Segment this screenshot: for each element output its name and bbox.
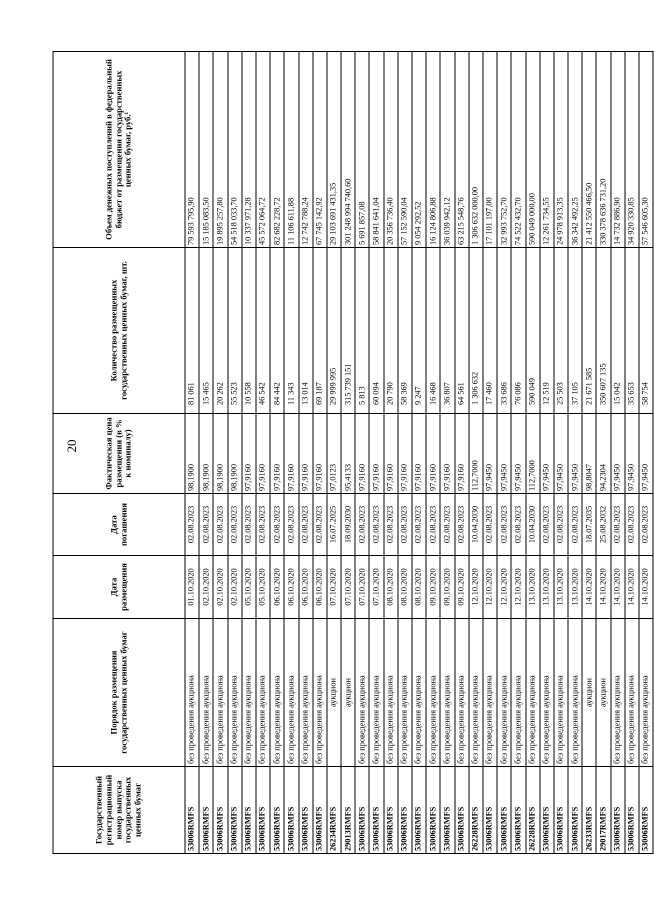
placement-date-cell: 06.10.2020	[270, 555, 284, 618]
placement-date-cell: 05.10.2020	[256, 555, 270, 618]
table-row	[540, 51, 554, 853]
maturity-date-cell: 02.08.2023	[313, 493, 327, 555]
table-row	[256, 51, 270, 853]
price-cell: 97,9160	[284, 413, 298, 493]
revenue-cell: 17 101 197,00	[483, 51, 497, 247]
placement-date-cell: 14.10.2020	[596, 555, 610, 618]
revenue-cell: 12 261 734,55	[540, 51, 554, 247]
price-cell: 98,1900	[185, 413, 199, 493]
placement-method-cell: без проведения аукциона	[469, 618, 483, 766]
placement-method-cell: без проведения аукциона	[639, 618, 653, 766]
quantity-cell: 315 739 151	[341, 247, 355, 413]
placement-method-cell: без проведения аукциона	[398, 618, 412, 766]
reg-number-cell: 53006RMFS	[611, 766, 625, 853]
maturity-date-cell: 02.08.2023	[511, 493, 525, 555]
reg-number-cell: 53006RMFS	[625, 766, 639, 853]
placement-date-cell: 09.10.2020	[455, 555, 469, 618]
price-cell: 97,9160	[256, 413, 270, 493]
revenue-cell: 19 895 257,80	[213, 51, 227, 247]
placement-date-cell: 02.10.2020	[213, 555, 227, 618]
reg-number-cell: 53006RMFS	[369, 766, 383, 853]
placement-date-cell: 08.10.2020	[384, 555, 398, 618]
maturity-date-cell: 02.08.2023	[497, 493, 511, 555]
table-row	[469, 51, 483, 853]
table-row	[369, 51, 383, 853]
price-cell: 97,9160	[398, 413, 412, 493]
table-row	[185, 51, 199, 853]
revenue-cell: 54 518 033,70	[228, 51, 242, 247]
reg-number-cell: 53006RMFS	[483, 766, 497, 853]
header-reg-number: Государственный регистрационный номер выпуска государственных ценных бумаг	[53, 766, 185, 853]
revenue-cell: 57 546 605,30	[639, 51, 653, 247]
revenue-cell: 590 049 000,00	[526, 51, 540, 247]
reg-number-cell: 53006RMFS	[185, 766, 199, 853]
maturity-date-cell: 02.08.2023	[355, 493, 369, 555]
reg-number-cell: 26233RMFS	[582, 766, 596, 853]
price-cell: 98,8047	[582, 413, 596, 493]
price-cell: 97,0123	[327, 413, 341, 493]
revenue-cell: 67 745 142,92	[313, 51, 327, 247]
reg-number-cell: 53006RMFS	[540, 766, 554, 853]
placement-date-cell: 08.10.2020	[398, 555, 412, 618]
reg-number-cell: 53006RMFS	[256, 766, 270, 853]
maturity-date-cell: 02.08.2023	[554, 493, 568, 555]
revenue-cell: 34 920 330,85	[625, 51, 639, 247]
reg-number-cell: 53006RMFS	[270, 766, 284, 853]
table-row	[199, 51, 213, 853]
placement-date-cell: 09.10.2020	[426, 555, 440, 618]
reg-number-cell: 29017RMFS	[596, 766, 610, 853]
maturity-date-cell: 02.08.2023	[412, 493, 426, 555]
placement-date-cell: 12.10.2020	[469, 555, 483, 618]
price-cell: 98,1900	[199, 413, 213, 493]
maturity-date-cell: 18.09.2030	[341, 493, 355, 555]
placement-method-cell: без проведения аукциона	[355, 618, 369, 766]
header-budget-revenue: Объем денежных поступлений в федеральный бюджет от размещения государственных ценных бумаг, руб.¹	[53, 51, 185, 247]
placement-method-cell: без проведения аукциона	[284, 618, 298, 766]
table-row	[412, 51, 426, 853]
revenue-cell: 14 732 886,90	[611, 51, 625, 247]
revenue-cell: 74 522 432,70	[511, 51, 525, 247]
revenue-cell: 15 185 083,50	[199, 51, 213, 247]
quantity-cell: 9 247	[412, 247, 426, 413]
table-header-row	[53, 51, 185, 853]
revenue-cell: 82 682 228,72	[270, 51, 284, 247]
quantity-cell: 16 468	[426, 247, 440, 413]
reg-number-cell: 26228RMFS	[526, 766, 540, 853]
placement-method-cell: без проведения аукциона	[455, 618, 469, 766]
reg-number-cell: 53006RMFS	[213, 766, 227, 853]
securities-placement-table	[53, 51, 654, 854]
placement-date-cell: 07.10.2020	[369, 555, 383, 618]
placement-date-cell: 12.10.2020	[511, 555, 525, 618]
maturity-date-cell: 02.08.2023	[455, 493, 469, 555]
table-row	[327, 51, 341, 853]
revenue-cell: 36 039 942,12	[440, 51, 454, 247]
revenue-cell: 45 572 064,72	[256, 51, 270, 247]
reg-number-cell: 53006RMFS	[355, 766, 369, 853]
reg-number-cell: 53006RMFS	[554, 766, 568, 853]
placement-date-cell: 13.10.2020	[540, 555, 554, 618]
quantity-cell: 10 558	[242, 247, 256, 413]
placement-date-cell: 06.10.2020	[284, 555, 298, 618]
placement-method-cell: без проведения аукциона	[270, 618, 284, 766]
table-row	[596, 51, 610, 853]
placement-method-cell: без проведения аукциона	[497, 618, 511, 766]
placement-date-cell: 01.10.2020	[185, 555, 199, 618]
placement-method-cell: без проведения аукциона	[625, 618, 639, 766]
table-row	[611, 51, 625, 853]
reg-number-cell: 53006RMFS	[511, 766, 525, 853]
placement-method-cell: без проведения аукциона	[440, 618, 454, 766]
placement-date-cell: 13.10.2020	[526, 555, 540, 618]
maturity-date-cell: 18.07.2035	[582, 493, 596, 555]
placement-method-cell: без проведения аукциона	[313, 618, 327, 766]
price-cell: 98,1900	[228, 413, 242, 493]
table-row	[398, 51, 412, 853]
table-row	[582, 51, 596, 853]
revenue-cell: 29 103 691 431,35	[327, 51, 341, 247]
revenue-cell: 32 993 752,70	[497, 51, 511, 247]
placement-date-cell: 12.10.2020	[497, 555, 511, 618]
maturity-date-cell: 02.08.2023	[369, 493, 383, 555]
placement-method-cell: без проведения аукциона	[242, 618, 256, 766]
placement-method-cell: без проведения аукциона	[412, 618, 426, 766]
placement-method-cell: без проведения аукциона	[511, 618, 525, 766]
table-row	[526, 51, 540, 853]
quantity-cell: 84 442	[270, 247, 284, 413]
price-cell: 97,9160	[412, 413, 426, 493]
maturity-date-cell: 10.04.2030	[526, 493, 540, 555]
maturity-date-cell: 02.08.2023	[228, 493, 242, 555]
table-row	[511, 51, 525, 853]
placement-date-cell: 08.10.2020	[412, 555, 426, 618]
table-row	[313, 51, 327, 853]
price-cell: 112,7000	[526, 413, 540, 493]
placement-date-cell: 12.10.2020	[483, 555, 497, 618]
reg-number-cell: 53006RMFS	[199, 766, 213, 853]
table-row	[568, 51, 582, 853]
price-cell: 97,9450	[568, 413, 582, 493]
quantity-cell: 590 049	[526, 247, 540, 413]
price-cell: 97,9160	[355, 413, 369, 493]
table-row	[228, 51, 242, 853]
revenue-cell: 10 337 971,28	[242, 51, 256, 247]
revenue-cell: 11 106 611,88	[284, 51, 298, 247]
quantity-cell: 33 686	[497, 247, 511, 413]
price-cell: 97,9450	[497, 413, 511, 493]
quantity-cell: 81 061	[185, 247, 199, 413]
quantity-cell: 21 671 585	[582, 247, 596, 413]
reg-number-cell: 53006RMFS	[384, 766, 398, 853]
quantity-cell: 35 653	[625, 247, 639, 413]
placement-method-cell: без проведения аукциона	[611, 618, 625, 766]
table-row	[213, 51, 227, 853]
header-maturity-date: Дата погашения	[53, 493, 185, 555]
revenue-cell: 79 593 795,90	[185, 51, 199, 247]
maturity-date-cell: 02.08.2023	[284, 493, 298, 555]
placement-date-cell: 13.10.2020	[554, 555, 568, 618]
maturity-date-cell: 02.08.2023	[440, 493, 454, 555]
price-cell: 97,9160	[299, 413, 313, 493]
price-cell: 94,2304	[596, 413, 610, 493]
placement-date-cell: 02.10.2020	[199, 555, 213, 618]
quantity-cell: 12 519	[540, 247, 554, 413]
placement-method-cell: без проведения аукциона	[185, 618, 199, 766]
reg-number-cell: 53006RMFS	[455, 766, 469, 853]
placement-method-cell: аукцион	[341, 618, 355, 766]
placement-method-cell: без проведения аукциона	[526, 618, 540, 766]
header-placement-date: Дата размещения	[53, 555, 185, 618]
table-row	[483, 51, 497, 853]
price-cell: 112,7000	[469, 413, 483, 493]
table-row	[625, 51, 639, 853]
quantity-cell: 17 460	[483, 247, 497, 413]
placement-method-cell: без проведения аукциона	[540, 618, 554, 766]
revenue-cell: 5 691 857,08	[355, 51, 369, 247]
placement-method-cell: без проведения аукциона	[299, 618, 313, 766]
maturity-date-cell: 02.08.2023	[270, 493, 284, 555]
reg-number-cell: 26228RMFS	[469, 766, 483, 853]
revenue-cell: 301 248 994 740,60	[341, 51, 355, 247]
placement-date-cell: 09.10.2020	[440, 555, 454, 618]
maturity-date-cell: 02.08.2023	[199, 493, 213, 555]
reg-number-cell: 53006RMFS	[398, 766, 412, 853]
rotated-page-content	[53, 52, 650, 854]
quantity-cell: 37 105	[568, 247, 582, 413]
maturity-date-cell: 02.08.2023	[639, 493, 653, 555]
reg-number-cell: 26234RMFS	[327, 766, 341, 853]
table-row	[341, 51, 355, 853]
placement-method-cell: без проведения аукциона	[369, 618, 383, 766]
quantity-cell: 5 813	[355, 247, 369, 413]
reg-number-cell: 53006RMFS	[440, 766, 454, 853]
maturity-date-cell: 02.08.2023	[611, 493, 625, 555]
placement-method-cell: без проведения аукциона	[483, 618, 497, 766]
reg-number-cell: 53006RMFS	[299, 766, 313, 853]
reg-number-cell: 53006RMFS	[228, 766, 242, 853]
quantity-cell: 1 306 632	[469, 247, 483, 413]
maturity-date-cell: 02.08.2023	[185, 493, 199, 555]
revenue-cell: 330 378 636 731,20	[596, 51, 610, 247]
reg-number-cell: 29013RMFS	[341, 766, 355, 853]
revenue-cell: 58 841 641,04	[369, 51, 383, 247]
table-row	[497, 51, 511, 853]
price-cell: 97,9450	[554, 413, 568, 493]
maturity-date-cell: 02.08.2023	[384, 493, 398, 555]
placement-date-cell: 13.10.2020	[568, 555, 582, 618]
revenue-cell: 63 215 548,76	[455, 51, 469, 247]
price-cell: 97,9160	[384, 413, 398, 493]
revenue-cell: 24 978 913,35	[554, 51, 568, 247]
price-cell: 97,9160	[426, 413, 440, 493]
quantity-cell: 76 086	[511, 247, 525, 413]
price-cell: 97,9160	[313, 413, 327, 493]
placement-method-cell: без проведения аукциона	[199, 618, 213, 766]
maturity-date-cell: 02.08.2023	[625, 493, 639, 555]
table-body	[185, 51, 653, 853]
quantity-cell: 29 999 995	[327, 247, 341, 413]
table-row	[299, 51, 313, 853]
quantity-cell: 69 187	[313, 247, 327, 413]
maturity-date-cell: 02.08.2023	[540, 493, 554, 555]
revenue-cell: 36 342 492,25	[568, 51, 582, 247]
placement-method-cell: без проведения аукциона	[384, 618, 398, 766]
quantity-cell: 58 369	[398, 247, 412, 413]
maturity-date-cell: 02.08.2023	[483, 493, 497, 555]
maturity-date-cell: 02.08.2023	[256, 493, 270, 555]
placement-date-cell: 05.10.2020	[242, 555, 256, 618]
placement-method-cell: без проведения аукциона	[228, 618, 242, 766]
reg-number-cell: 53006RMFS	[412, 766, 426, 853]
placement-date-cell: 07.10.2020	[327, 555, 341, 618]
placement-date-cell: 14.10.2020	[611, 555, 625, 618]
placement-date-cell: 14.10.2020	[625, 555, 639, 618]
quantity-cell: 60 094	[369, 247, 383, 413]
price-cell: 97,9450	[483, 413, 497, 493]
placement-method-cell: без проведения аукциона	[568, 618, 582, 766]
quantity-cell: 15 042	[611, 247, 625, 413]
placement-method-cell: без проведения аукциона	[213, 618, 227, 766]
price-cell: 97,9450	[540, 413, 554, 493]
maturity-date-cell: 02.08.2023	[398, 493, 412, 555]
reg-number-cell: 53006RMFS	[284, 766, 298, 853]
price-cell: 98,1900	[213, 413, 227, 493]
reg-number-cell: 53006RMFS	[313, 766, 327, 853]
reg-number-cell: 53006RMFS	[568, 766, 582, 853]
quantity-cell: 46 542	[256, 247, 270, 413]
maturity-date-cell: 25.08.2032	[596, 493, 610, 555]
header-quantity: Количество размещенных государственных ценных бумаг, шт.	[53, 247, 185, 413]
placement-date-cell: 02.10.2020	[228, 555, 242, 618]
price-cell: 97,9160	[440, 413, 454, 493]
price-cell: 97,9160	[270, 413, 284, 493]
maturity-date-cell: 02.08.2023	[242, 493, 256, 555]
placement-date-cell: 14.10.2020	[639, 555, 653, 618]
reg-number-cell: 53006RMFS	[497, 766, 511, 853]
quantity-cell: 64 561	[455, 247, 469, 413]
quantity-cell: 58 754	[639, 247, 653, 413]
price-cell: 97,9160	[455, 413, 469, 493]
maturity-date-cell: 10.04.2030	[469, 493, 483, 555]
quantity-cell: 350 607 135	[596, 247, 610, 413]
revenue-cell: 57 152 590,04	[398, 51, 412, 247]
placement-date-cell: 06.10.2020	[313, 555, 327, 618]
price-cell: 97,9450	[611, 413, 625, 493]
table-row	[455, 51, 469, 853]
placement-date-cell: 06.10.2020	[299, 555, 313, 618]
price-cell: 95,4133	[341, 413, 355, 493]
table-row	[440, 51, 454, 853]
revenue-cell: 1 306 632 000,00	[469, 51, 483, 247]
header-actual-price: Фактическая цена размещения (в % к номиналу)	[53, 413, 185, 493]
price-cell: 97,9160	[369, 413, 383, 493]
quantity-cell: 55 523	[228, 247, 242, 413]
price-cell: 97,9450	[625, 413, 639, 493]
table-row	[242, 51, 256, 853]
table-row	[426, 51, 440, 853]
table-row	[554, 51, 568, 853]
reg-number-cell: 53006RMFS	[242, 766, 256, 853]
placement-date-cell: 07.10.2020	[341, 555, 355, 618]
quantity-cell: 20 790	[384, 247, 398, 413]
maturity-date-cell: 02.08.2023	[213, 493, 227, 555]
quantity-cell: 13 014	[299, 247, 313, 413]
revenue-cell: 9 054 292,52	[412, 51, 426, 247]
quantity-cell: 15 465	[199, 247, 213, 413]
revenue-cell: 12 742 788,24	[299, 51, 313, 247]
placement-date-cell: 07.10.2020	[355, 555, 369, 618]
table-row	[639, 51, 653, 853]
reg-number-cell: 53006RMFS	[426, 766, 440, 853]
table-row	[384, 51, 398, 853]
price-cell: 97,9450	[639, 413, 653, 493]
maturity-date-cell: 02.08.2023	[426, 493, 440, 555]
page-number: 20	[64, 439, 79, 453]
table-row	[355, 51, 369, 853]
placement-date-cell: 14.10.2020	[582, 555, 596, 618]
reg-number-cell: 53006RMFS	[639, 766, 653, 853]
maturity-date-cell: 02.08.2023	[568, 493, 582, 555]
header-placement-method: Порядок размещения государственных ценных бумаг	[53, 618, 185, 766]
quantity-cell: 11 343	[284, 247, 298, 413]
placement-method-cell: без проведения аукциона	[554, 618, 568, 766]
maturity-date-cell: 02.08.2023	[299, 493, 313, 555]
table-row	[270, 51, 284, 853]
quantity-cell: 36 807	[440, 247, 454, 413]
placement-method-cell: без проведения аукциона	[256, 618, 270, 766]
quantity-cell: 25 503	[554, 247, 568, 413]
price-cell: 97,9450	[511, 413, 525, 493]
price-cell: 97,9160	[242, 413, 256, 493]
revenue-cell: 16 124 806,88	[426, 51, 440, 247]
maturity-date-cell: 16.07.2025	[327, 493, 341, 555]
placement-method-cell: аукцион	[596, 618, 610, 766]
quantity-cell: 20 262	[213, 247, 227, 413]
placement-method-cell: аукцион	[327, 618, 341, 766]
placement-method-cell: без проведения аукциона	[426, 618, 440, 766]
revenue-cell: 21 412 550 466,50	[582, 51, 596, 247]
placement-method-cell: аукцион	[582, 618, 596, 766]
table-row	[284, 51, 298, 853]
revenue-cell: 20 356 736,40	[384, 51, 398, 247]
